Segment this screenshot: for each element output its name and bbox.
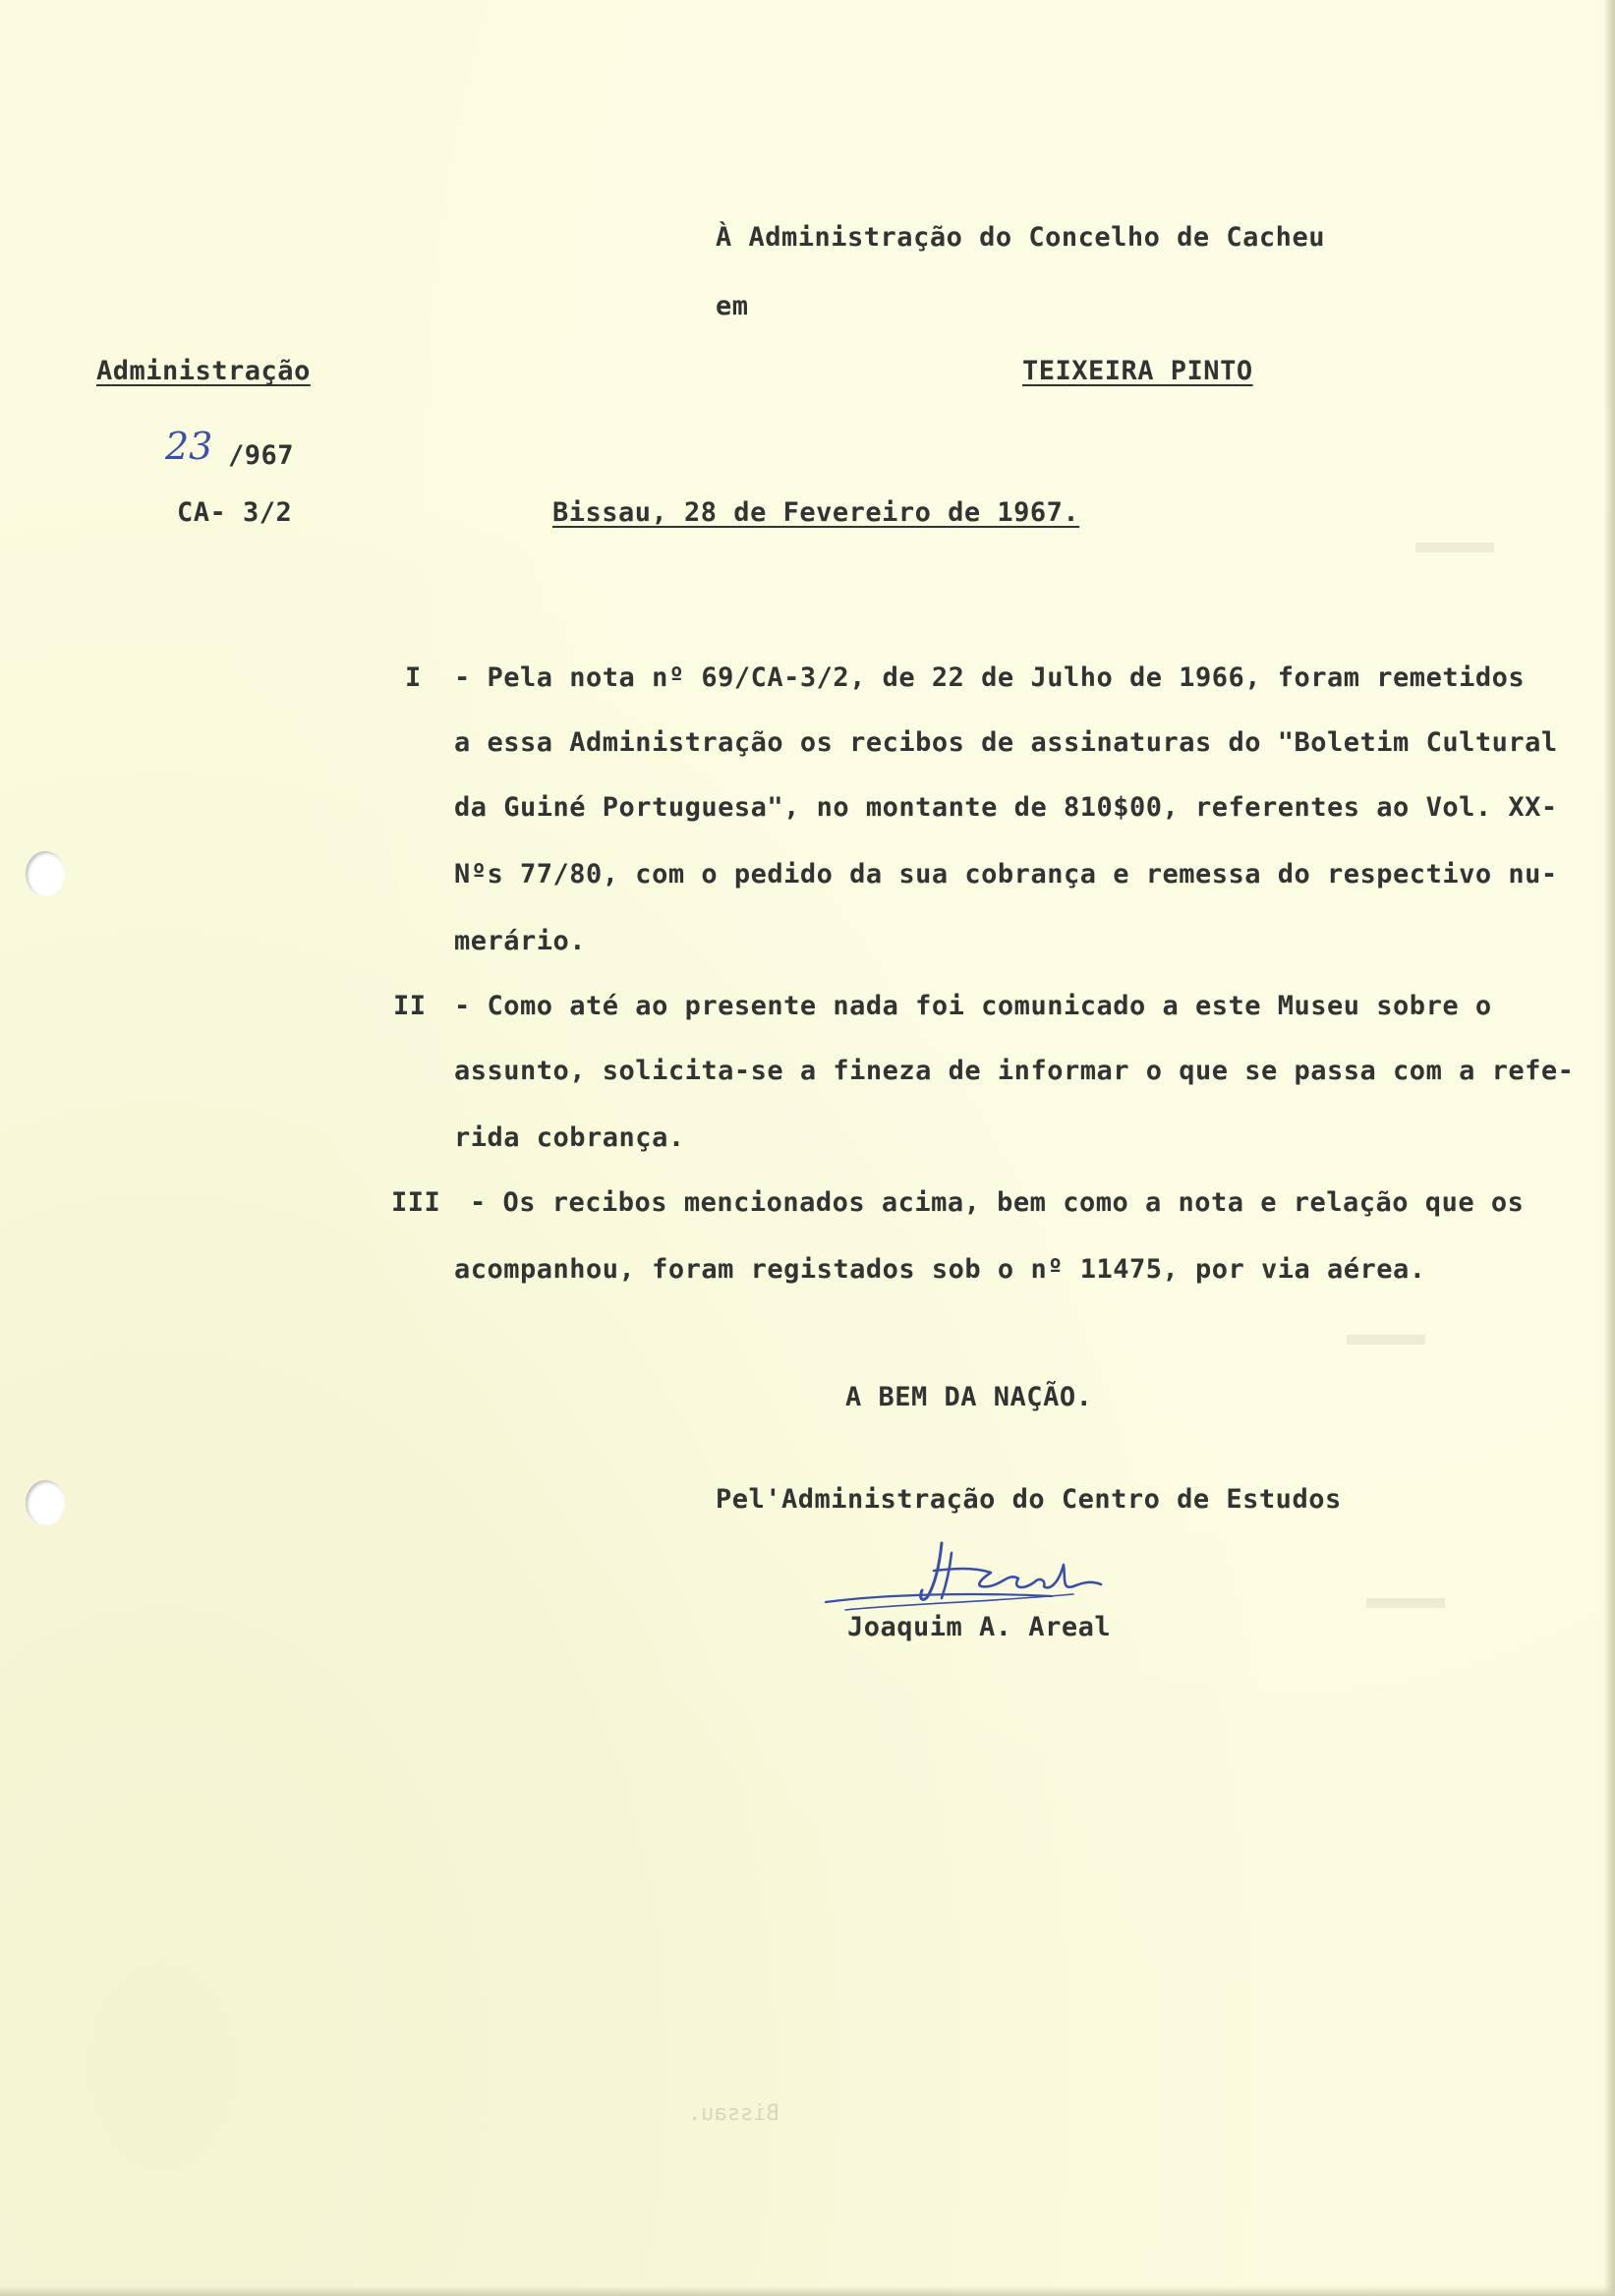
paragraph-line: - Como até ao presente nada foi comunicado a este Museu sobre o (454, 991, 1492, 1021)
paragraph-line: - Pela nota nº 69/CA-3/2, de 22 de Julho de 1966, foram remetidos (454, 662, 1526, 693)
paper-edge-right (1603, 0, 1615, 2296)
reference-handwritten-number: 23 (165, 425, 213, 468)
faint-mark (1347, 1335, 1425, 1345)
paragraph-line: merário. (454, 926, 587, 956)
signatory-name: Joaquim A. Areal (847, 1612, 1112, 1642)
recipient-line: À Administração do Concelho de Cacheu (716, 222, 1325, 253)
paragraph-line: acompanhou, foram registados sob o nº 11475, por via aérea. (454, 1254, 1426, 1285)
paragraph-numeral: II (393, 991, 427, 1021)
reference-code: CA- 3/2 (177, 497, 293, 528)
paragraph-line: assunto, solicita-se a fineza de informar o que se passa com a refe- (454, 1056, 1575, 1086)
faint-mark (1366, 1598, 1445, 1608)
paragraph-line: Nºs 77/80, com o pedido da sua cobrança e remessa do respectivo nu- (454, 859, 1558, 890)
reference-year: /967 (228, 440, 295, 471)
paragraph-line: a essa Administração os recibos de assinaturas do "Boletim Cultural (454, 727, 1558, 758)
reverse-side-bleed: Bissau. (688, 2101, 779, 2126)
paragraph-numeral: I (405, 662, 422, 693)
closing-on-behalf: Pel'Administração do Centro de Estudos (716, 1484, 1342, 1515)
paragraph-line: rida cobrança. (454, 1122, 685, 1153)
closing-salutation: A BEM DA NAÇÃO. (845, 1382, 1093, 1412)
reference-office: Administração (96, 356, 311, 386)
faint-mark (1415, 543, 1494, 552)
punch-hole-bottom (26, 1480, 65, 1525)
paragraph-line: - Os recibos mencionados acima, bem como a nota e relação que os (470, 1187, 1525, 1218)
recipient-place: TEIXEIRA PINTO (1022, 356, 1253, 386)
paper-edge-bottom (0, 2286, 1615, 2296)
recipient-em: em (716, 291, 749, 321)
paragraph-line: da Guiné Portuguesa", no montante de 810$00, referentes ao Vol. XX- (454, 792, 1558, 823)
paragraph-numeral: III (391, 1187, 441, 1218)
punch-hole-top (26, 851, 65, 896)
handwritten-signature (816, 1525, 1150, 1624)
date-line: Bissau, 28 de Fevereiro de 1967. (552, 497, 1080, 528)
